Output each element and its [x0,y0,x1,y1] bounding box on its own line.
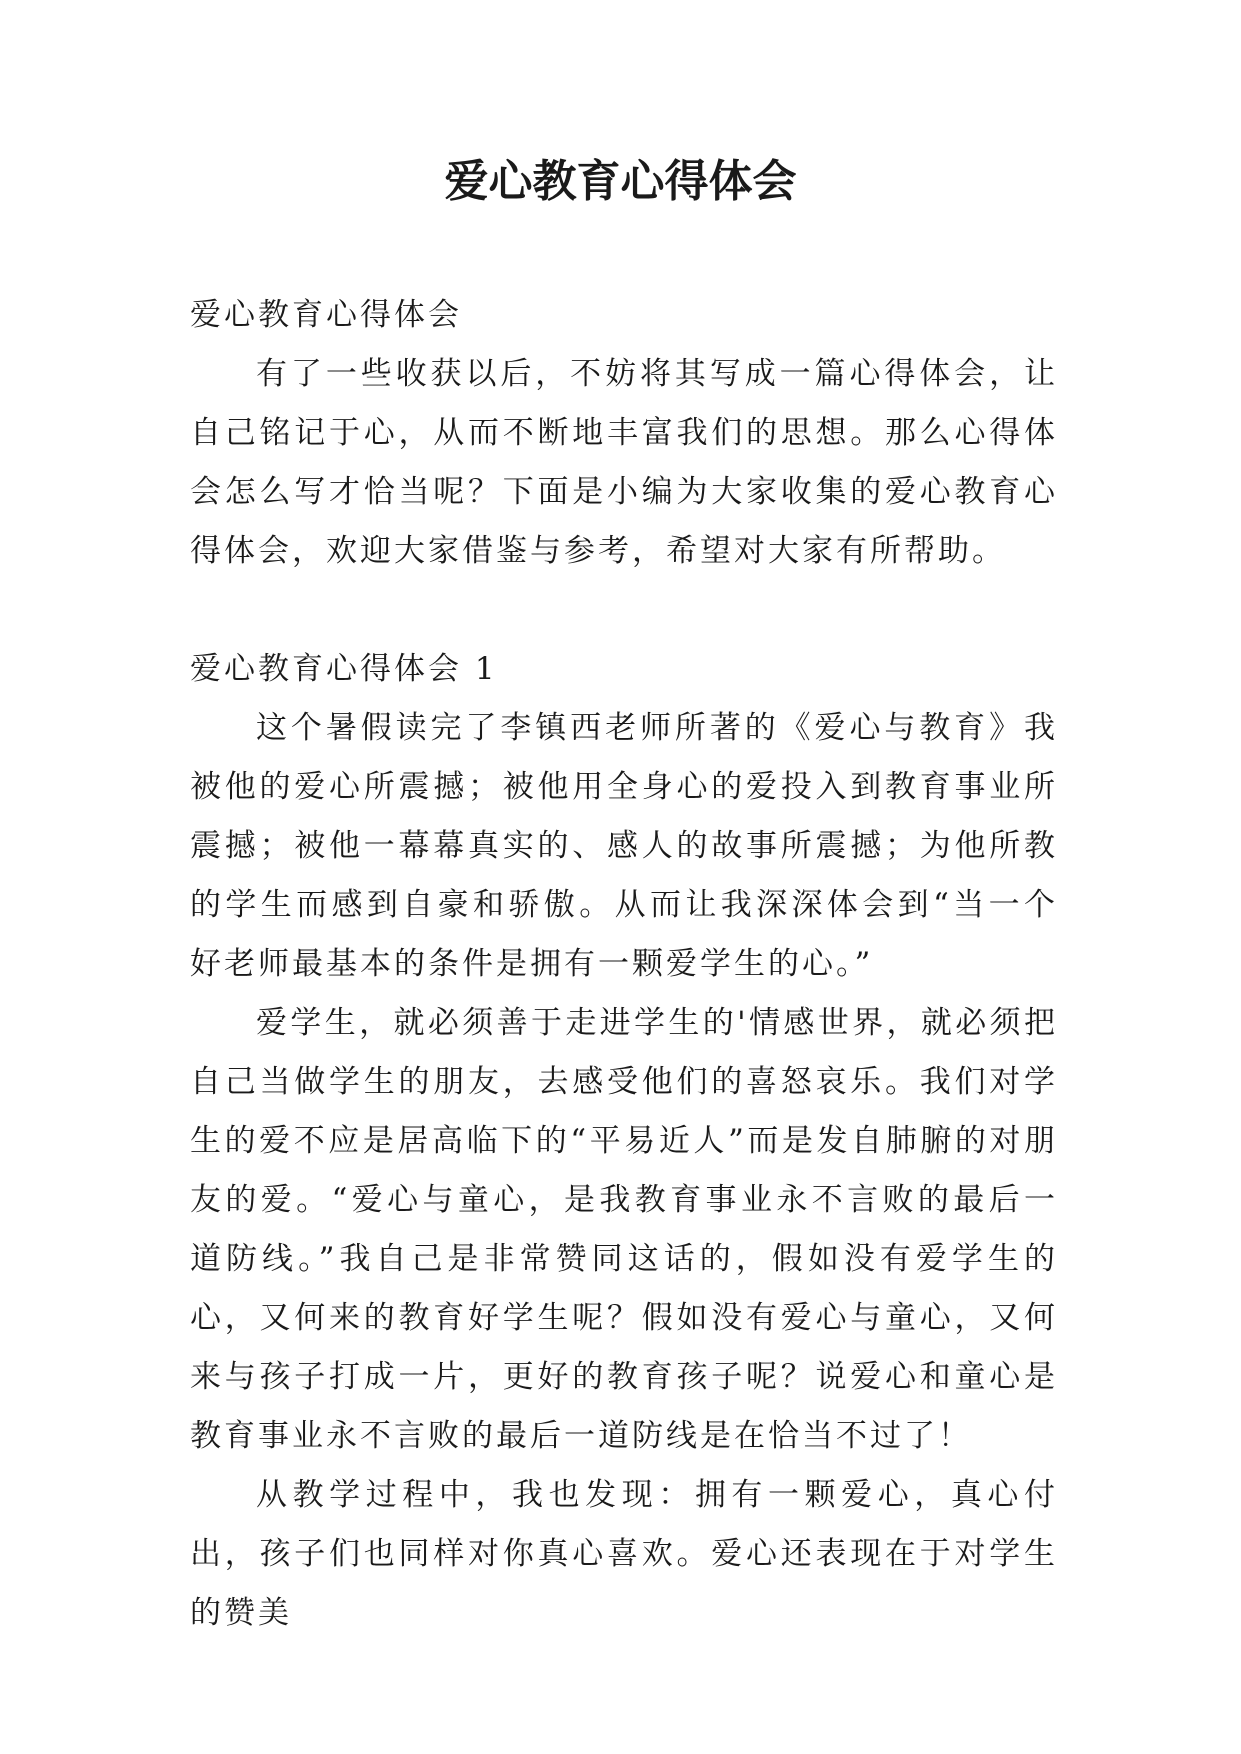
section1-paragraph-1: 这个暑假读完了李镇西老师所著的《爱心与教育》我被他的爱心所震撼；被他用全身心的爱投入到教育事业所震撼；被他一幕幕真实的、感人的故事所震撼；为他所教的学生而感到自豪和骄傲。从而让我深深体会到“当一个好老师最基本的条件是拥有一颗爱学生的心。” [190,710,1058,982]
section1-heading: 爱心教育心得体会 1 [190,651,498,687]
section1-paragraph-2: 爱学生，就必须善于走进学生的'情感世界，就必须把自己当做学生的朋友，去感受他们的喜怒哀乐。我们对学生的爱不应是居高临下的“平易近人”而是发自肺腑的对朋友的爱。“爱心与童心，是我教育事业永不言败的最后一道防线。”我自己是非常赞同这话的，假如没有爱学生的心，又何来的教育好学生呢？假如没有爱心与童心，又何来与孩子打成一片，更好的教育孩子呢？说爱心和童心是教育事业永不言败的最后一道防线是在恰当不过了！ [190,1005,1058,1454]
intro-paragraph: 有了一些收获以后，不妨将其写成一篇心得体会，让自己铭记于心，从而不断地丰富我们的思想。那么心得体会怎么写才恰当呢？下面是小编为大家收集的爱心教育心得体会，欢迎大家借鉴与参考，希望对大家有所帮助。 [190,356,1058,569]
intro-heading: 爱心教育心得体会 [190,297,462,333]
section1-paragraph-3: 从教学过程中，我也发现：拥有一颗爱心，真心付出，孩子们也同样对你真心喜欢。爱心还表现在于对学生的赞美 [190,1477,1058,1631]
document-body [190,286,1058,1643]
document-title: 爱心教育心得体会 [444,156,797,207]
section-spacer [190,581,1058,640]
